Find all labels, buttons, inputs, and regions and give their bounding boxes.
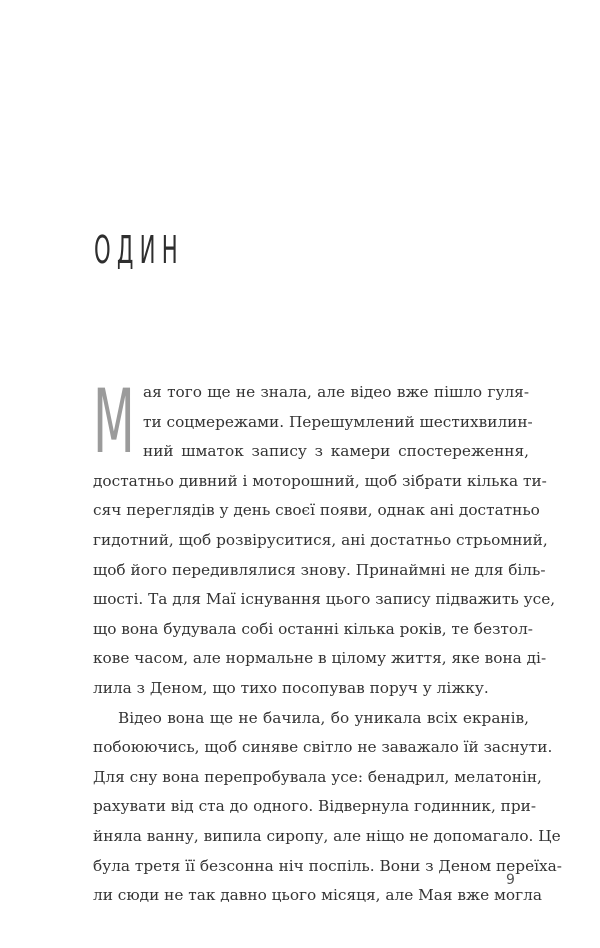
text-line: сяч переглядів у день своєї появи, однак ані достатньо xyxy=(93,501,540,520)
text-line: достатньо дивний і моторошний, щоб зібрати кілька ти- xyxy=(93,471,547,490)
text-line: Для сну вона перепробувала усе: бенадрил, мелатонін, xyxy=(93,767,542,786)
text-line: Відео вона ще не бачила, бо уникала всіх екранів, xyxy=(118,708,529,727)
text-line: щоб його передивлялися знову. Принаймні не для біль- xyxy=(93,560,546,579)
text-line: кове часом, але нормальне в цілому життя, яке вона ді- xyxy=(93,649,547,668)
text-line: йняла ванну, випила сиропу, але ніщо не допомагало. Це xyxy=(93,826,561,845)
text-line: була третя її безсонна ніч поспіль. Вони з Деном переїха- xyxy=(93,856,562,875)
body-text xyxy=(93,370,562,911)
text-line: гидотний, щоб розвіруситися, ані достатньо стрьомний, xyxy=(93,530,548,549)
text-line: ний шматок запису з камери спостереження, xyxy=(143,442,529,461)
text-line: що вона будувала собі останні кілька років, те безтол- xyxy=(93,619,533,638)
text-line: побоюючись, щоб синяве світло не заважало їй заснути. xyxy=(93,738,553,757)
drop-cap: М xyxy=(93,370,135,473)
text-line: рахувати від ста до одного. Відвернула годинник, при- xyxy=(93,797,537,816)
chapter-title: ОДИН xyxy=(94,228,184,272)
paragraph-1 xyxy=(93,370,556,704)
page-number: 9 xyxy=(506,872,515,888)
text-line: ая того ще не знала, але відео вже пішло гуля- xyxy=(143,383,529,401)
text-line: шості. Та для Маї існування цього запису підважить усе, xyxy=(93,590,556,609)
paragraph-2 xyxy=(93,704,562,911)
text-line: лила з Деном, що тихо посопував поруч у ліжку. xyxy=(93,678,489,697)
text-line: ли сюди не так давно цього місяця, але Мая вже могла xyxy=(93,886,542,905)
text-line: ти соцмережами. Перешумлений шестихвилин- xyxy=(143,412,533,431)
